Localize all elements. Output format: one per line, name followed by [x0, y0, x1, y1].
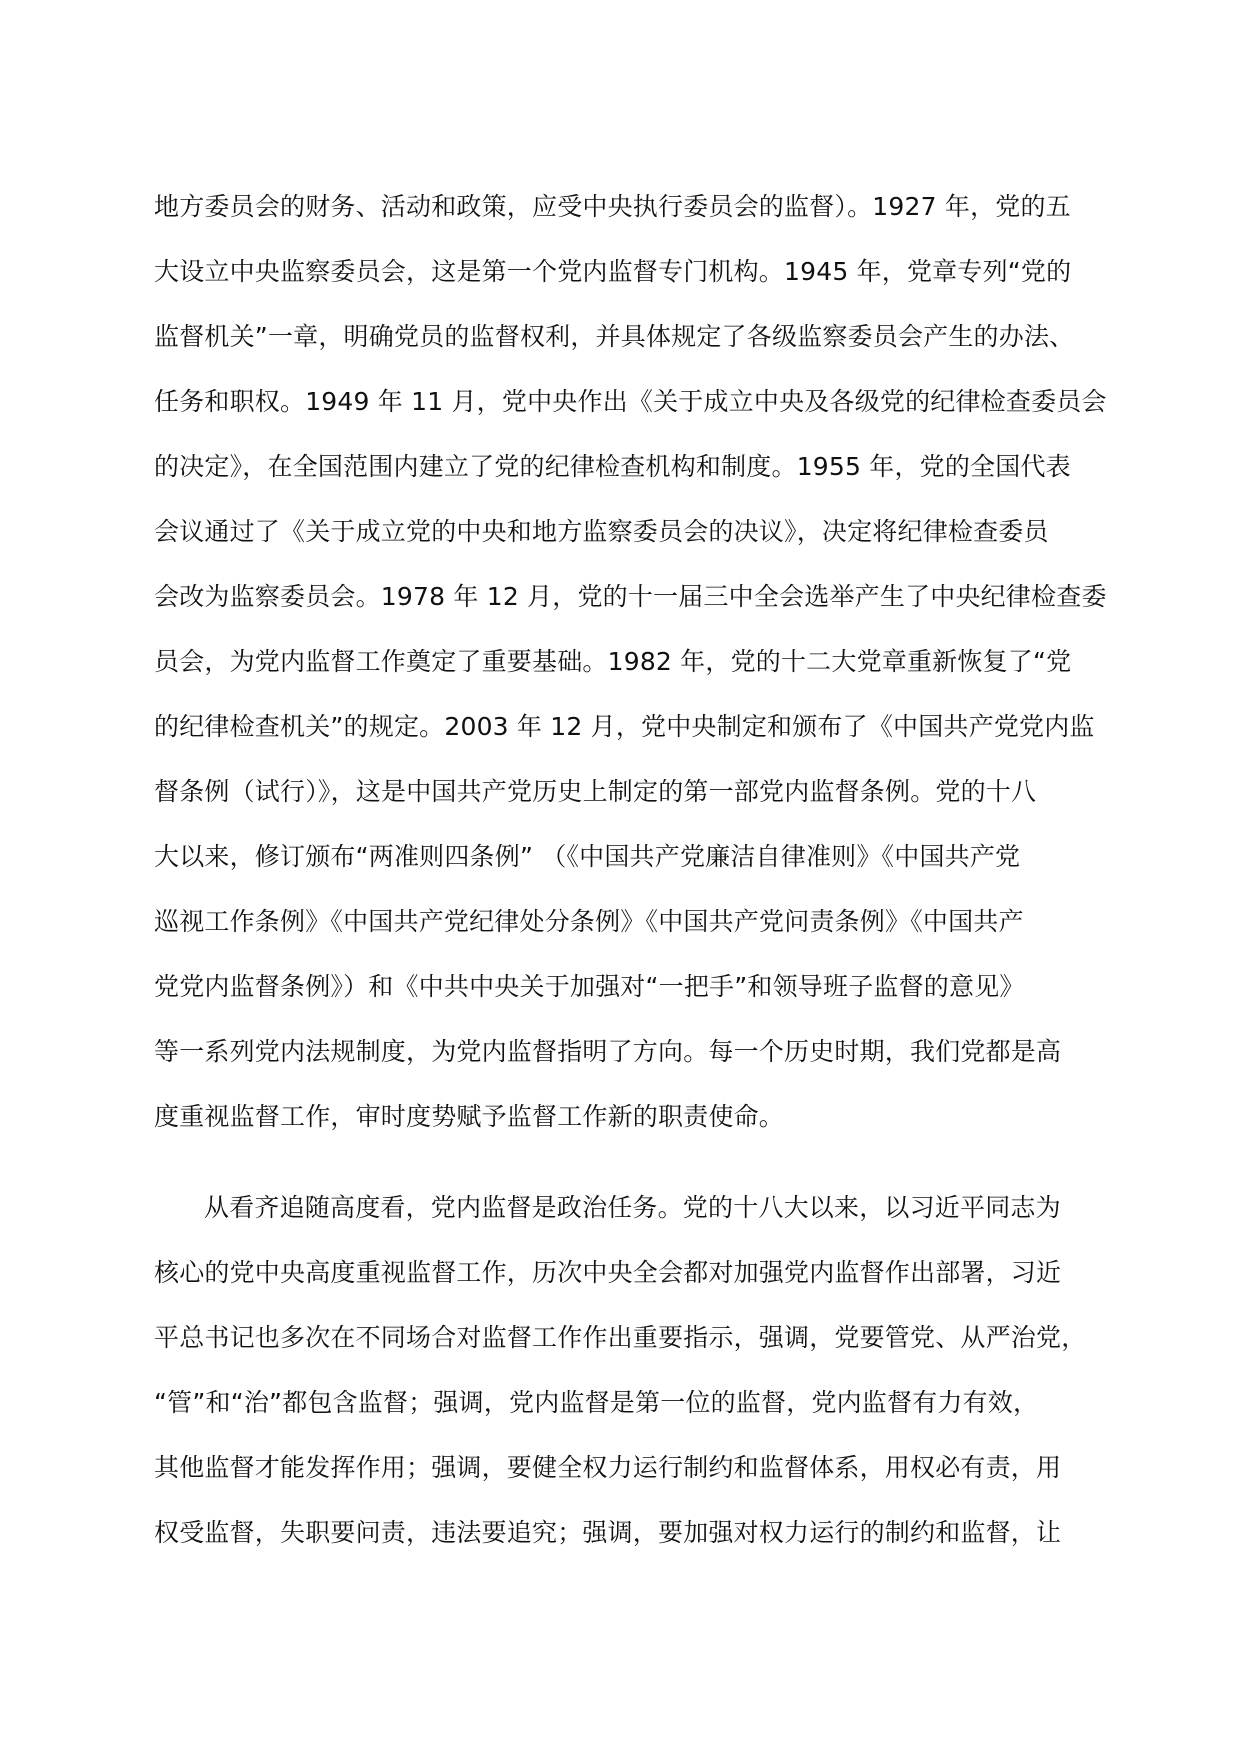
- paragraph-line: 任务和职权。1949 年 11 月，党中央作出《关于成立中央及各级党的纪律检查委员会: [154, 387, 1107, 416]
- paragraph-political-task: [154, 1193, 1087, 1583]
- paragraph-line: 平总书记也多次在不同场合对监督工作作出重要指示，强调，党要管党、从严治党，: [154, 1323, 1087, 1352]
- paragraph-line: 地方委员会的财务、活动和政策，应受中央执行委员会的监督）。1927 年，党的五: [154, 192, 1071, 221]
- paragraph-line: “管”和“治”都包含监督；强调，党内监督是第一位的监督，党内监督有力有效，: [154, 1388, 1039, 1417]
- paragraph-line: 党党内监督条例》）和《中共中央关于加强对“一把手”和领导班子监督的意见》: [154, 972, 1025, 1001]
- paragraph-line: 巡视工作条例》《中国共产党纪律处分条例》《中国共产党问责条例》《中国共产: [154, 907, 1024, 936]
- paragraph-line: 督条例（试行）》，这是中国共产党历史上制定的第一部党内监督条例。党的十八: [154, 777, 1037, 806]
- paragraph-line: 监督机关”一章，明确党员的监督权利，并具体规定了各级监察委员会产生的办法、: [154, 322, 1075, 351]
- paragraph-history: [154, 192, 1107, 1167]
- paragraph-line: 权受监督，失职要问责，违法要追究；强调，要加强对权力运行的制约和监督，让: [154, 1518, 1062, 1547]
- paragraph-line: 度重视监督工作，审时度势赋予监督工作新的职责使命。: [154, 1102, 785, 1131]
- paragraph-line: 从看齐追随高度看，党内监督是政治任务。党的十八大以来，以习近平同志为: [204, 1193, 1061, 1222]
- paragraph-line: 会议通过了《关于成立党的中央和地方监察委员会的决议》，决定将纪律检查委员: [154, 517, 1049, 546]
- paragraph-line: 等一系列党内法规制度，为党内监督指明了方向。每一个历史时期，我们党都是高: [154, 1037, 1062, 1066]
- paragraph-line: 会改为监察委员会。1978 年 12 月，党的十一届三中全会选举产生了中央纪律检查委: [154, 582, 1107, 611]
- paragraph-line: 大以来，修订颁布“两准则四条例” （《中国共产党廉洁自律准则》《中国共产党: [154, 842, 1021, 871]
- paragraph-line: 大设立中央监察委员会，这是第一个党内监督专门机构。1945 年，党章专列“党的: [154, 257, 1072, 286]
- paragraph-line: 的纪律检查机关”的规定。2003 年 12 月，党中央制定和颁布了《中国共产党党内监: [154, 712, 1095, 741]
- paragraph-line: 的决定》，在全国范围内建立了党的纪律检查机构和制度。1955 年，党的全国代表: [154, 452, 1071, 481]
- paragraph-line: 员会，为党内监督工作奠定了重要基础。1982 年，党的十二大党章重新恢复了“党: [154, 647, 1072, 676]
- paragraph-line: 核心的党中央高度重视监督工作，历次中央全会都对加强党内监督作出部署，习近: [154, 1258, 1062, 1287]
- paragraph-line: 其他监督才能发挥作用；强调，要健全权力运行制约和监督体系，用权必有责，用: [154, 1453, 1062, 1482]
